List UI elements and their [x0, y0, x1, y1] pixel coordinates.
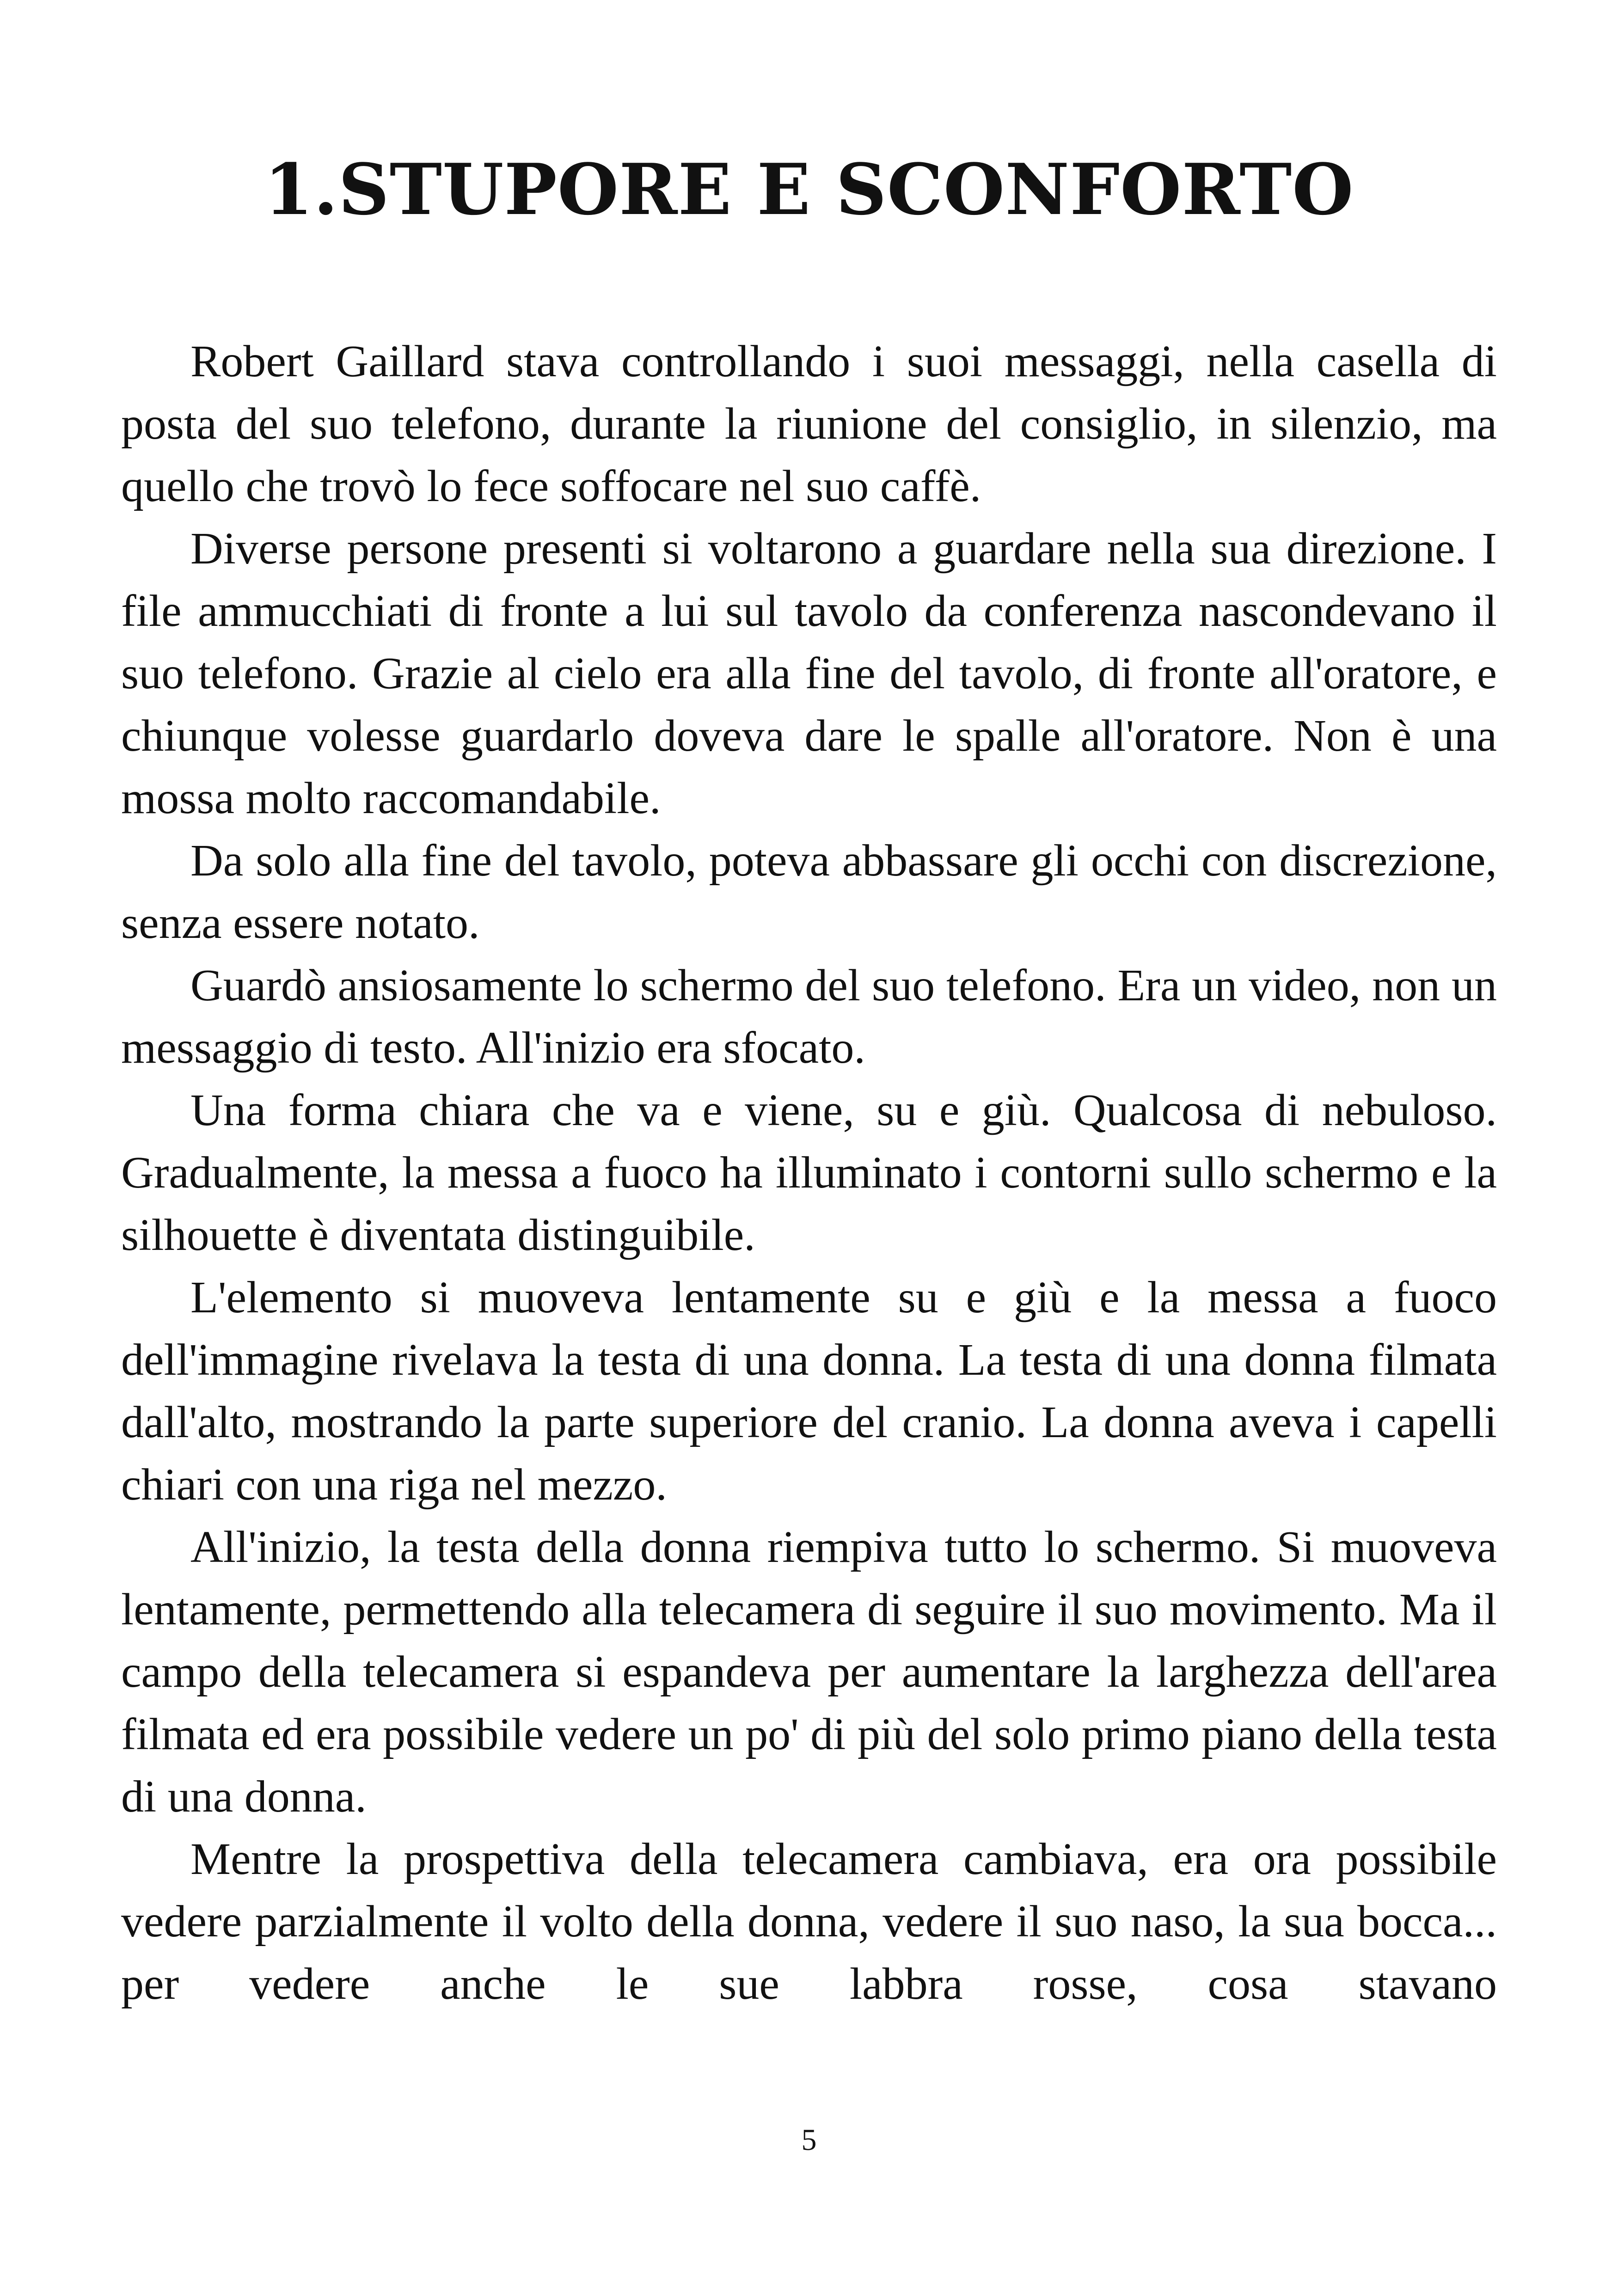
- paragraph: Da solo alla fine del tavolo, poteva abbassare gli occhi con discrezione, senza essere notato.: [121, 836, 1497, 948]
- page-number: 5: [801, 2123, 817, 2157]
- paragraph: Robert Gaillard stava controllando i suoi messaggi, nella casella di posta del suo telefono, durante la riunione del consiglio, in silenzio, ma quello che trovò lo fece soffocare nel suo caffè.: [121, 337, 1497, 511]
- paragraph-continued: Mentre la prospettiva della telecamera cambiava, era ora possibile vedere parzialmente il volto della donna, vedere il suo naso, la sua bocca... per vedere anche le sue labbra rosse, cosa stavano: [121, 1834, 1497, 2009]
- paragraph: Una forma chiara che va e viene, su e giù. Qualcosa di nebuloso. Gradualmente, la messa a fuoco ha illuminato i contorni sullo schermo e la silhouette è diventata distinguibile.: [121, 1085, 1497, 1260]
- paragraph: Diverse persone presenti si voltarono a guardare nella sua direzione. I file ammucchiati di fronte a lui sul tavolo da conferenza nascondevano il suo telefono. Grazie al cielo era alla fine del tavolo, di fronte all'oratore, e chiunque volesse guardarlo doveva dare le spalle all'oratore. Non è una mossa molto raccomandabile.: [121, 524, 1497, 823]
- paragraph: L'elemento si muoveva lentamente su e giù e la messa a fuoco dell'immagine rivelava la testa di una donna. La testa di una donna filmata dall'alto, mostrando la parte superiore del cranio. La donna aveva i capelli chiari con una riga nel mezzo.: [121, 1273, 1497, 1510]
- chapter-body: [121, 331, 1497, 2015]
- paragraph: All'inizio, la testa della donna riempiva tutto lo schermo. Si muoveva lentamente, permettendo alla telecamera di seguire il suo movimento. Ma il campo della telecamera si espandeva per aumentare la larghezza dell'area filmata ed era possibile vedere un po' di più del solo primo piano della testa di una donna.: [121, 1522, 1497, 1822]
- chapter-title: 1.STUPORE E SCONFORTO: [264, 148, 1354, 231]
- paragraph: Guardò ansiosamente lo schermo del suo telefono. Era un video, non un messaggio di testo. All'inizio era sfocato.: [121, 961, 1497, 1073]
